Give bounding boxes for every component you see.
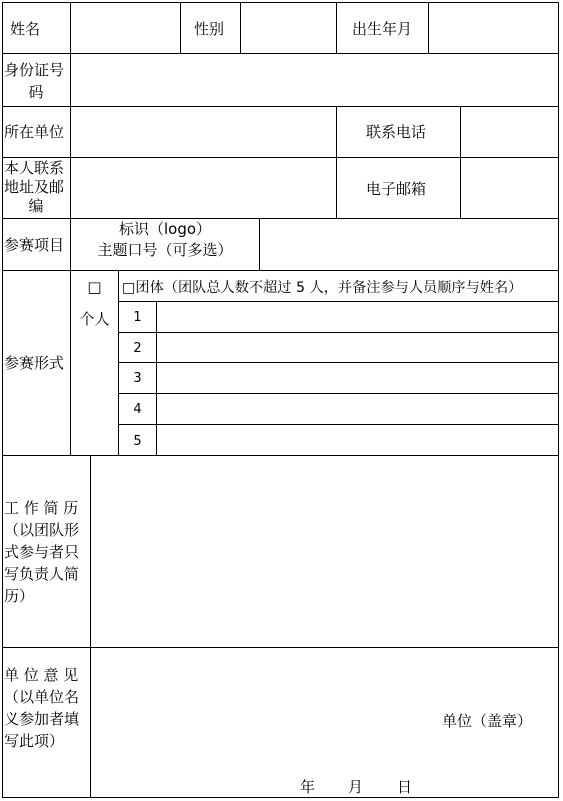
resume-label-line3: 式参与者只 bbox=[4, 543, 80, 561]
address-field[interactable] bbox=[71, 158, 336, 218]
col-line bbox=[70, 270, 71, 456]
opinion-label-line3: 义参加者填 bbox=[4, 710, 80, 728]
name-field[interactable] bbox=[71, 3, 180, 53]
opinion-label-line4: 写此项） bbox=[4, 732, 65, 750]
table-border-right bbox=[558, 2, 559, 798]
addr-label-line1: 本人联系 bbox=[4, 159, 65, 177]
org-label: 所在单位 bbox=[4, 123, 65, 141]
team-member-field[interactable] bbox=[157, 394, 558, 424]
team-row-number: 4 bbox=[133, 402, 142, 417]
resume-label-line4: 写负责人简 bbox=[4, 565, 80, 583]
resume-field[interactable] bbox=[91, 456, 558, 647]
email-label: 电子邮箱 bbox=[366, 180, 427, 198]
gender-field[interactable] bbox=[241, 3, 336, 53]
form-label: 参赛形式 bbox=[4, 354, 65, 372]
project-option-logo[interactable]: 标识（logo） bbox=[118, 220, 212, 238]
addr-label-line2: 地址及邮 bbox=[4, 178, 65, 196]
col-line bbox=[336, 2, 337, 54]
individual-checkbox[interactable]: □ bbox=[87, 278, 102, 296]
gender-label: 性别 bbox=[194, 20, 225, 38]
team-member-field[interactable] bbox=[157, 302, 558, 332]
id-label-line2: 码 bbox=[28, 83, 44, 101]
addr-label-line3: 编 bbox=[28, 197, 44, 215]
project-label: 参赛项目 bbox=[4, 236, 65, 254]
col-line bbox=[118, 270, 119, 456]
birth-label: 出生年月 bbox=[352, 20, 413, 38]
opinion-label-line2: （以单位名 bbox=[4, 688, 80, 706]
date-day: 日 bbox=[397, 778, 413, 796]
seal-label: 单位（盖章） bbox=[442, 712, 533, 730]
team-row-number: 2 bbox=[133, 341, 142, 356]
project-field[interactable] bbox=[260, 219, 558, 270]
id-label-line1: 身份证号 bbox=[4, 61, 65, 79]
row-line bbox=[2, 270, 559, 271]
col-line bbox=[336, 106, 337, 219]
team-row-number: 5 bbox=[133, 434, 142, 449]
resume-label-line1: 工 作 简 历 bbox=[4, 499, 79, 517]
birth-field[interactable] bbox=[429, 3, 558, 53]
table-border-bottom bbox=[2, 797, 559, 798]
date-year: 年 bbox=[300, 778, 316, 796]
phone-label: 联系电话 bbox=[366, 123, 427, 141]
table-border-left bbox=[2, 2, 3, 798]
team-member-field[interactable] bbox=[157, 333, 558, 362]
resume-label-line5: 历） bbox=[4, 587, 35, 605]
col-line bbox=[180, 2, 181, 54]
org-field[interactable] bbox=[71, 107, 336, 157]
team-member-field[interactable] bbox=[157, 363, 558, 393]
team-row-number: 3 bbox=[133, 371, 142, 386]
date-month: 月 bbox=[348, 778, 364, 796]
email-field[interactable] bbox=[461, 158, 558, 218]
phone-field[interactable] bbox=[461, 107, 558, 157]
team-member-field[interactable] bbox=[157, 425, 558, 455]
individual-label: 个人 bbox=[79, 310, 110, 328]
opinion-label-line1: 单 位 意 见 bbox=[4, 666, 79, 684]
id-number-field[interactable] bbox=[71, 54, 558, 106]
resume-label-line2: （以团队形 bbox=[4, 521, 80, 539]
project-option-slogan[interactable]: 主题口号（可多选） bbox=[97, 241, 233, 259]
name-label: 姓名 bbox=[10, 20, 41, 38]
team-option[interactable]: □团体（团队总人数不超过 5 人，并备注参与人员顺序与姓名） bbox=[122, 280, 523, 296]
team-row-number: 1 bbox=[133, 310, 142, 325]
